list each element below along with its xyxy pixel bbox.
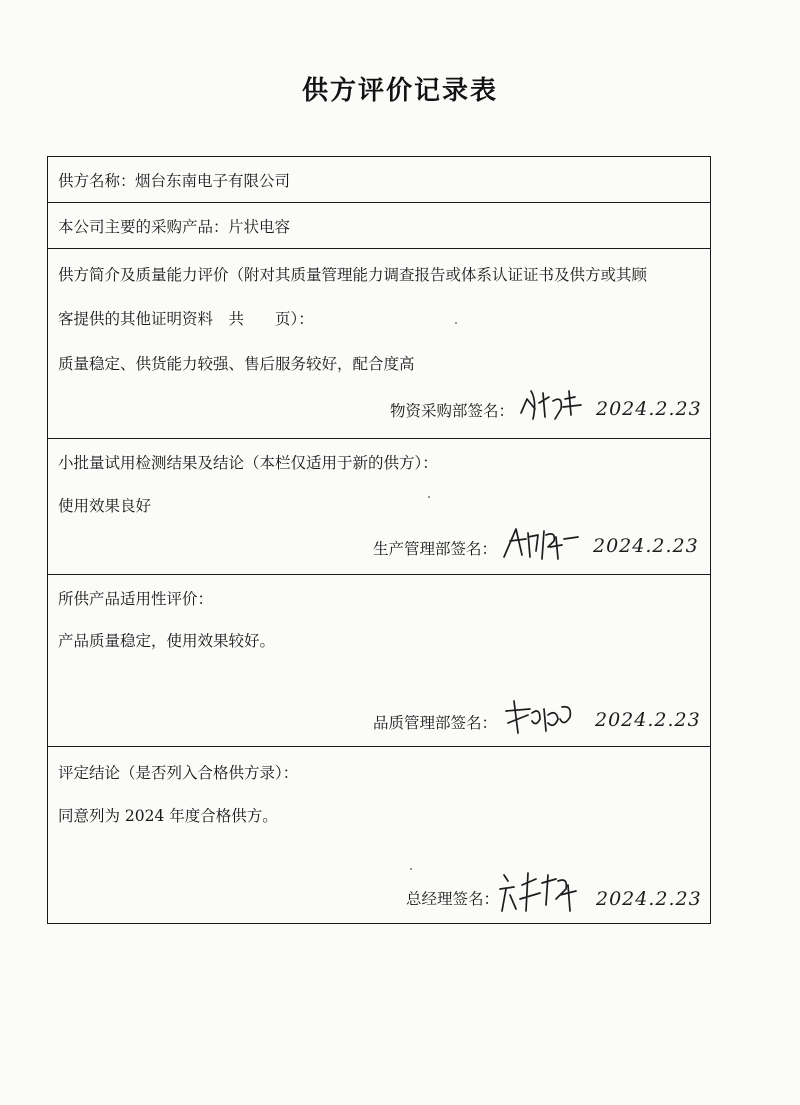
quality-sign-date: 2024.2.23 — [595, 709, 701, 731]
scan-speck — [428, 496, 430, 498]
gm-signature — [496, 865, 596, 919]
production-sign-label: 生产管理部签名： — [373, 540, 498, 558]
product-label: 本公司主要的采购产品： — [58, 218, 229, 236]
suitability-content: 产品质量稳定，使用效果较好。 — [58, 632, 276, 650]
product-row — [48, 203, 710, 249]
supplier-row — [48, 157, 710, 203]
purchasing-signature — [513, 379, 593, 427]
scan-speck — [410, 868, 412, 870]
supplier-label: 供方名称： — [58, 172, 136, 190]
quality-sign-label: 品质管理部签名： — [373, 714, 498, 732]
supplier-value: 烟台东南电子有限公司 — [135, 172, 291, 190]
suitability-heading: 所供产品适用性评价： — [58, 590, 214, 608]
scan-speck — [455, 322, 457, 324]
conclusion-section — [48, 747, 710, 925]
intro-heading-line1: 供方简介及质量能力评价（附对其质量管理能力调查报告或体系认证证书及供方或其顾 — [58, 266, 648, 284]
intro-heading-line2: 客提供的其他证明资料 共 页）： — [58, 310, 314, 328]
trial-content: 使用效果良好 — [58, 497, 152, 515]
purchasing-sign-date: 2024.2.23 — [596, 398, 702, 420]
form-title: 供方评价记录表 — [301, 76, 498, 106]
gm-sign-date: 2024.2.23 — [596, 888, 702, 910]
intro-section — [48, 249, 710, 439]
intro-content: 质量稳定、供货能力较强、售后服务较好，配合度高 — [58, 355, 415, 373]
purchasing-sign-label: 物资采购部签名： — [390, 402, 515, 420]
trial-heading: 小批量试用检测结果及结论（本栏仅适用于新的供方）： — [58, 454, 438, 472]
suitability-section — [48, 575, 710, 747]
conclusion-content: 同意列为 2024 年度合格供方。 — [58, 807, 278, 825]
production-sign-date: 2024.2.23 — [593, 535, 699, 557]
quality-signature — [500, 693, 590, 739]
evaluation-form — [47, 156, 711, 924]
product-value: 片状电容 — [228, 218, 291, 236]
conclusion-heading: 评定结论（是否列入合格供方录）： — [58, 764, 299, 782]
gm-sign-label: 总经理签名： — [406, 890, 500, 908]
trial-section — [48, 439, 710, 575]
production-signature — [498, 517, 588, 565]
